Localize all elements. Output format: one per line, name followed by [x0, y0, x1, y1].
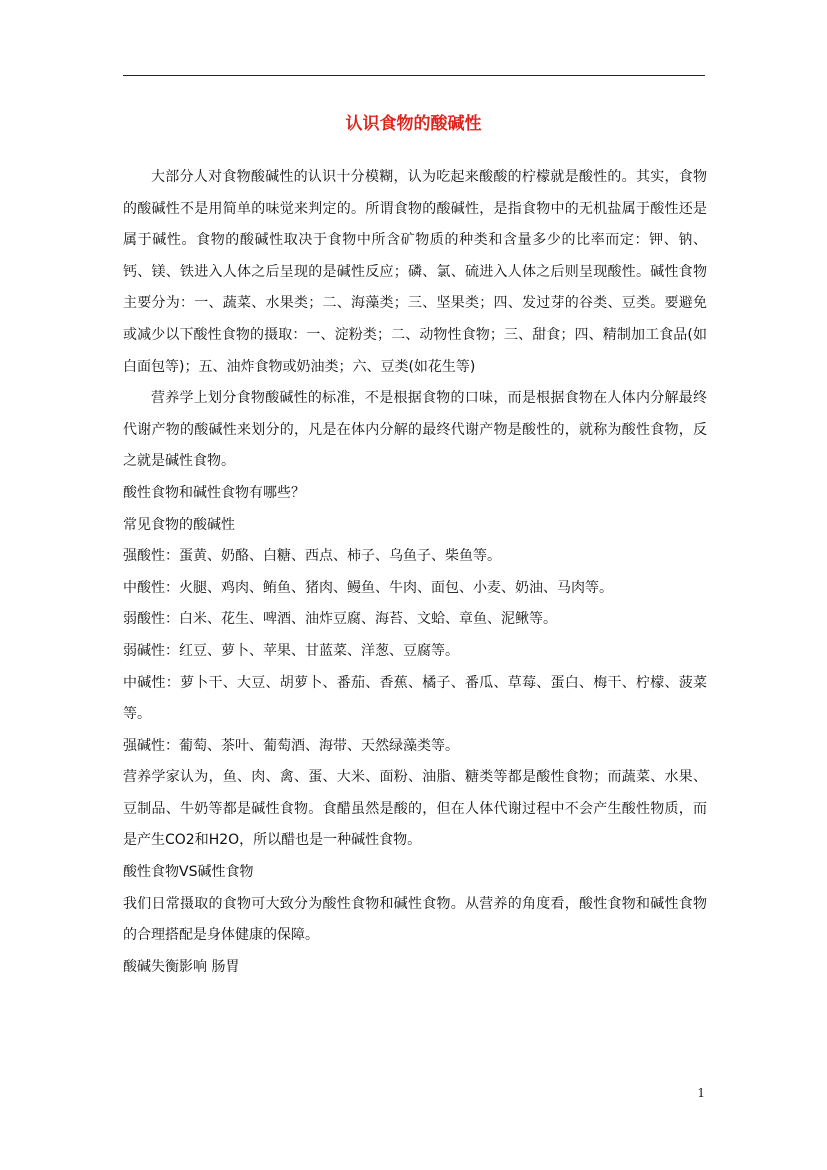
weak-acid-line: 弱酸性：白米、花生、啤酒、油炸豆腐、海苔、文蛤、章鱼、泥鳅等。 [123, 611, 557, 628]
section-heading-common-foods: 常见食物的酸碱性 [123, 516, 235, 533]
document-title: 认识食物的酸碱性 [345, 114, 482, 134]
medium-alkaline-line: 中碱性：萝卜干、大豆、胡萝卜、番茄、香蕉、橘子、番瓜、草莓、蛋白、梅干、柠檬、菠菜等。 [123, 674, 707, 723]
nutritionist-paragraph: 营养学家认为，鱼、肉、禽、蛋、大米、面粉、油脂、糖类等都是酸性食物；而蔬菜、水果、豆制品、牛奶等都是碱性食物。食醋虽然是酸的，但在人体代谢过程中不会产生酸性物质，而是产生CO2和H2O，所以醋也是一种碱性食物。 [123, 769, 707, 849]
classification-paragraph: 营养学上划分食物酸碱性的标准，不是根据食物的口味，而是根据食物在人体内分解最终代谢产物的酸碱性来划分的，凡是在体内分解的最终代谢产物是酸性的，就称为酸性食物，反之就是碱性食物。 [123, 390, 707, 470]
daily-food-paragraph: 我们日常摄取的食物可大致分为酸性食物和碱性食物。从营养的角度看，酸性食物和碱性食物的合理搭配是身体健康的保障。 [123, 895, 707, 944]
strong-alkaline-line: 强碱性：葡萄、茶叶、葡萄酒、海带、天然绿藻类等。 [123, 737, 459, 754]
document-body [123, 162, 707, 983]
medium-acid-line: 中酸性：火腿、鸡肉、鲔鱼、猪肉、鳗鱼、牛肉、面包、小麦、奶油、马肉等。 [123, 579, 613, 596]
section-heading-vs: 酸性食物VS碱性食物 [123, 864, 254, 881]
intro-paragraph: 大部分人对食物酸碱性的认识十分模糊，认为吃起来酸酸的柠檬就是酸性的。其实，食物的酸碱性不是用简单的味觉来判定的。所谓食物的酸碱性，是指食物中的无机盐属于酸性还是属于碱性。食物的酸碱性取决于食物中所含矿物质的种类和含量多少的比率而定：钾、钠、钙、镁、铁进入人体之后呈现的是碱性反应；磷、氯、硫进入人体之后则呈现酸性。碱性食物主要分为：一、蔬菜、水果类；二、海藻类；三、坚果类；四、发过芽的谷类、豆类。要避免或减少以下酸性食物的摄取：一、淀粉类；二、动物性食物；三、甜食；四、精制加工食品(如白面包等)；五、油炸食物或奶油类；六、豆类(如花生等) [123, 169, 707, 375]
weak-alkaline-line: 弱碱性：红豆、萝卜、苹果、甘蓝菜、洋葱、豆腐等。 [123, 642, 459, 659]
strong-acid-line: 强酸性：蛋黄、奶酪、白糖、西点、柿子、乌鱼子、柴鱼等。 [123, 548, 501, 565]
section-heading-imbalance: 酸碱失衡影响 肠胃 [123, 958, 240, 975]
section-heading-question: 酸性食物和碱性食物有哪些？ [123, 484, 305, 501]
header-rule [123, 75, 705, 76]
page-number: 1 [697, 1086, 705, 1100]
